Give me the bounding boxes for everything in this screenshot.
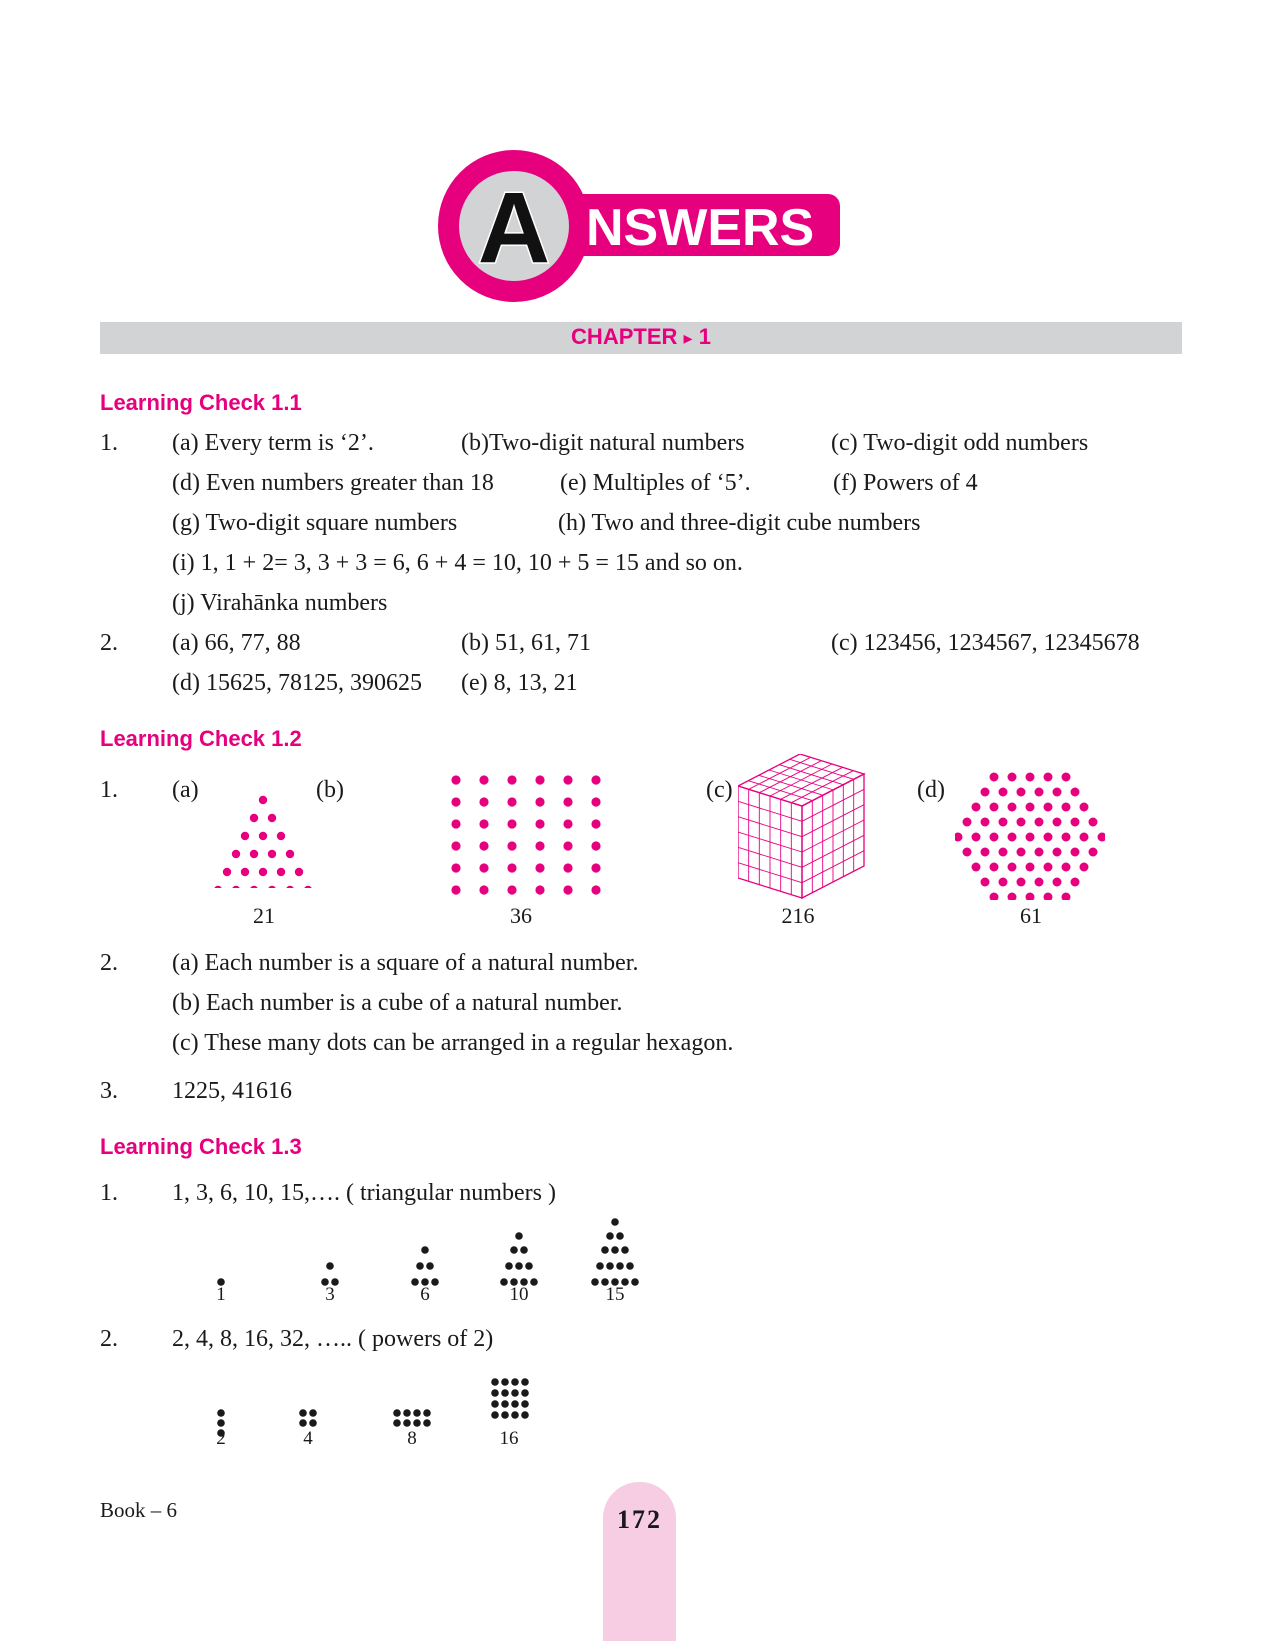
- lc1-q1-e: (e) Multiples of ‘5’.: [560, 470, 751, 496]
- lc1-q1-d: (d) Even numbers greater than 18: [172, 470, 494, 496]
- tri-label-6: 6: [420, 1284, 430, 1305]
- lc3-q2-text: 2, 4, 8, 16, 32, ….. ( powers of 2): [172, 1326, 494, 1352]
- pow-label-2: 2: [216, 1428, 226, 1449]
- lc1-q1-c: (c) Two-digit odd numbers: [831, 430, 1089, 456]
- lc1-q1-f: (f) Powers of 4: [833, 470, 978, 496]
- lc2-q1-a-value: 21: [253, 903, 275, 928]
- lc2-q1-b-label: (b): [316, 777, 344, 803]
- lc1-q2-c: (c) 123456, 1234567, 12345678: [831, 630, 1140, 656]
- lc3-q2-num: 2.: [100, 1326, 118, 1352]
- lc1-q1-j: (j) Virahānka numbers: [172, 590, 388, 616]
- book-label: Book – 6: [100, 1498, 178, 1522]
- lc1-q2-a: (a) 66, 77, 88: [172, 630, 301, 656]
- logo-letter: A: [477, 172, 551, 284]
- chapter-bar: [100, 322, 1182, 354]
- lc2-q1-c-label: (c): [706, 777, 733, 803]
- chapter-label: CHAPTER: [571, 324, 678, 349]
- lc1-q2-num: 2.: [100, 630, 118, 656]
- lc3-q1-num: 1.: [100, 1180, 118, 1206]
- logo-rest: NSWERS: [586, 199, 815, 257]
- tri-label-3: 3: [325, 1284, 335, 1305]
- chapter-title: [100, 324, 1182, 350]
- lc1-q2-d: (d) 15625, 78125, 390625: [172, 670, 422, 696]
- lc2-q3-text: 1225, 41616: [172, 1078, 292, 1104]
- lc2-q2-b: (b) Each number is a cube of a natural number.: [172, 990, 623, 1016]
- triangular-numbers-figure: [200, 1218, 650, 1288]
- triangular-dots-figure: [205, 788, 325, 888]
- lc1-q1-num: 1.: [100, 430, 118, 456]
- square-dots-figure: [446, 770, 606, 900]
- page-number: 172: [617, 1505, 662, 1534]
- tri-label-10: 10: [509, 1284, 529, 1305]
- lc1-q1-g: (g) Two-digit square numbers: [172, 510, 458, 536]
- lc2-q2-c: (c) These many dots can be arranged in a regular hexagon.: [172, 1030, 734, 1056]
- lc1-q2-b: (b) 51, 61, 71: [461, 630, 591, 656]
- lc1-q1-a: (a) Every term is ‘2’.: [172, 430, 374, 456]
- pow-label-8: 8: [407, 1428, 417, 1449]
- lc2-q3-num: 3.: [100, 1078, 118, 1104]
- chapter-number: 1: [698, 324, 711, 349]
- chapter-arrow-icon: ▸: [683, 328, 693, 348]
- tri-label-1: 1: [216, 1284, 226, 1305]
- lc2-q1-c-value: 216: [781, 903, 815, 928]
- answers-logo: [438, 150, 848, 302]
- lc2-q1-b-value: 36: [510, 903, 532, 928]
- lc2-q1-a-label: (a): [172, 777, 199, 803]
- lc1-q1-b: (b)Two-digit natural numbers: [461, 430, 745, 456]
- pow-label-16: 16: [499, 1428, 519, 1449]
- lc1-q1-i: (i) 1, 1 + 2= 3, 3 + 3 = 6, 6 + 4 = 10, 10 + 5 = 15 and so on.: [172, 550, 743, 576]
- lc2-q1-d-value: 61: [1020, 903, 1042, 928]
- lc2-q1-d-label: (d): [917, 777, 945, 803]
- tri-label-15: 15: [605, 1284, 625, 1305]
- pow-label-4: 4: [303, 1428, 313, 1449]
- lc1-q1-h: (h) Two and three-digit cube numbers: [558, 510, 921, 536]
- lc3-q1-text: 1, 3, 6, 10, 15,…. ( triangular numbers ): [172, 1180, 556, 1206]
- lc2-q2-a: (a) Each number is a square of a natural number.: [172, 950, 639, 976]
- lc2-q1-num: 1.: [100, 777, 118, 803]
- lc2-heading: Learning Check 1.2: [100, 726, 302, 751]
- cube-figure: [738, 754, 878, 904]
- lc1-heading: Learning Check 1.1: [100, 390, 302, 415]
- lc3-heading: Learning Check 1.3: [100, 1134, 302, 1159]
- hexagon-dots-figure: [955, 770, 1105, 900]
- lc2-q2-num: 2.: [100, 950, 118, 976]
- lc1-q2-e: (e) 8, 13, 21: [461, 670, 578, 696]
